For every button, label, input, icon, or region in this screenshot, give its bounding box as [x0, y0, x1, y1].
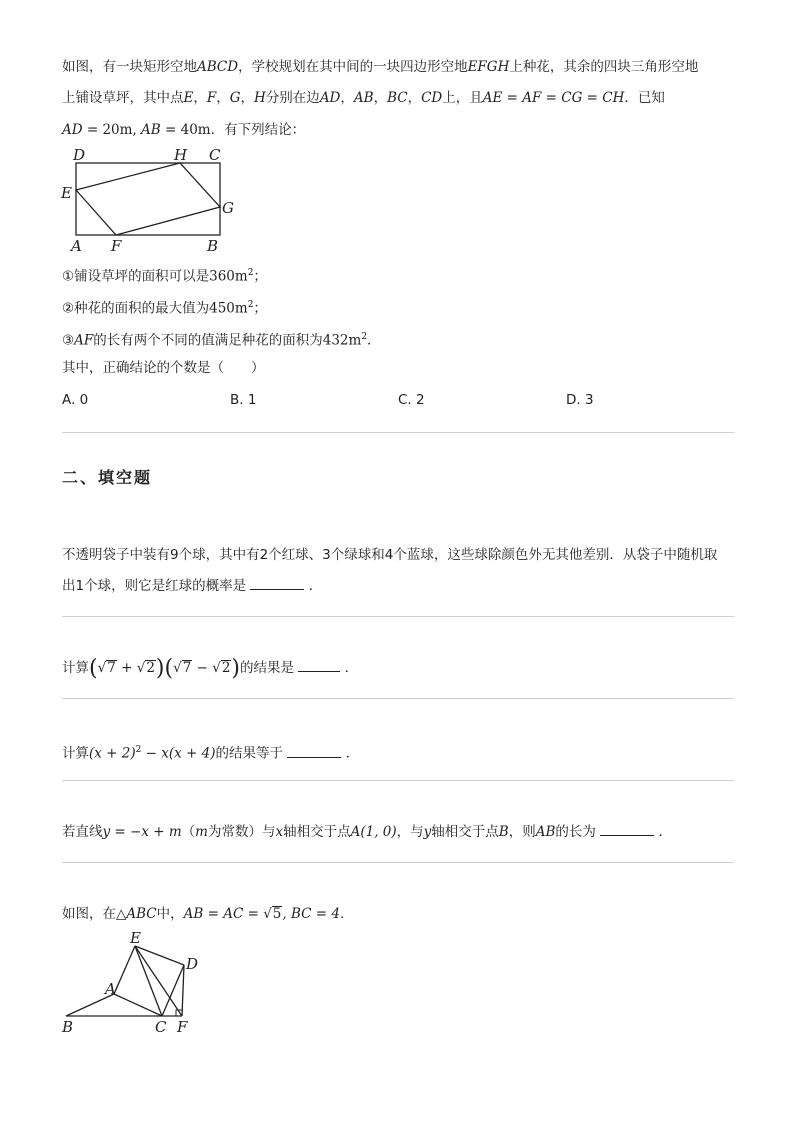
label-C: C — [155, 1018, 167, 1036]
answer-blank[interactable] — [287, 744, 341, 758]
divider — [62, 780, 734, 781]
option-d[interactable]: D. 3 — [566, 392, 594, 408]
label-D: D — [186, 955, 199, 973]
option-a[interactable]: A. 0 — [62, 392, 89, 408]
q2-line2: 出1个球，则它是红球的概率是 ． — [62, 578, 323, 594]
q2-line1: 不透明袋子中装有9个球，其中有2个红球、3个绿球和4个蓝球，这些球除颜色外无其他差别．从袋子中随机取 — [62, 547, 718, 563]
q1-line1: 如图，有一块矩形空地ABCD，学校规划在其中间的一块四边形空地EFGH上种花，其余的四块三角形空地 — [62, 59, 699, 75]
segment-ed — [135, 946, 184, 965]
q1-line2: 上铺设草坪，其中点E，F，G，H分别在边AD，AB，BC，CD上，且AE = AF = CG = CH．已知 — [62, 90, 665, 106]
q3-line: 计算(√7 + √2)(√7 − √2)的结果是 ． — [62, 656, 359, 681]
label-D: D — [73, 146, 86, 164]
q5-line: 若直线y = −x + m（m为常数）与x轴相交于点A(1, 0)，与y轴相交于点B，则AB的长为 ． — [62, 824, 672, 840]
rect-abcd — [76, 163, 220, 235]
divider — [62, 432, 734, 433]
answer-blank[interactable] — [298, 658, 340, 672]
q4-line: 计算$(x + 2)^2 - x(x + 4)$的结果等于 ． — [62, 745, 360, 762]
label-B: B — [207, 237, 219, 255]
q6-line: 如图，在△ABC中，AB = AC = √5, BC = 4. — [62, 906, 345, 922]
q1-question: 其中，正确结论的个数是（ ） — [62, 360, 265, 376]
conclusion-3: ③AF的长有两个不同的值满足种花的面积为$432m^2$． — [62, 332, 381, 349]
conclusion-2: ②种花的面积的最大值为$450m^2$； — [62, 300, 267, 317]
quad-efgh — [76, 163, 220, 235]
divider — [62, 616, 734, 617]
segment-df — [182, 965, 184, 1016]
label-F: F — [177, 1018, 188, 1036]
label-C: C — [209, 146, 221, 164]
label-A: A — [105, 980, 116, 998]
label-B: B — [62, 1018, 74, 1036]
divider — [62, 862, 734, 863]
option-c[interactable]: C. 2 — [398, 392, 425, 408]
divider — [62, 698, 734, 699]
label-A: A — [71, 237, 82, 255]
section-heading: 二、填空题 — [62, 468, 153, 487]
answer-blank[interactable] — [250, 576, 304, 590]
label-F: F — [111, 237, 122, 255]
label-G: G — [222, 199, 234, 217]
rectangle-figure — [58, 144, 258, 256]
conclusion-1: ①铺设草坪的面积可以是$360m^2$； — [62, 268, 267, 285]
option-b[interactable]: B. 1 — [230, 392, 257, 408]
label-H: H — [174, 146, 188, 164]
answer-blank[interactable] — [600, 822, 654, 836]
segment-ae — [114, 946, 135, 994]
q1-line3: AD = 20m, AB = 40m．有下列结论： — [62, 122, 306, 138]
triangle-figure — [58, 928, 208, 1036]
label-E: E — [130, 929, 141, 947]
label-E: E — [61, 184, 72, 202]
